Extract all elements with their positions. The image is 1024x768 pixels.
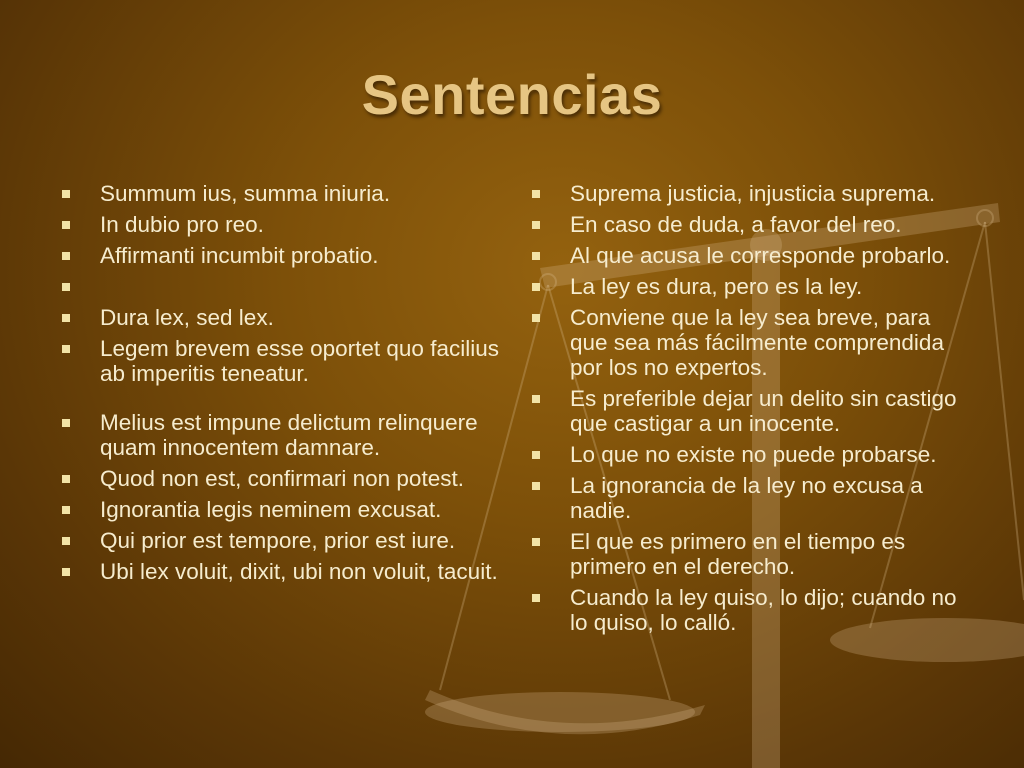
square-bullet-icon [62, 221, 70, 229]
list-item: Ubi lex voluit, dixit, ubi non voluit, tacuit. [62, 559, 500, 584]
square-bullet-icon [62, 568, 70, 576]
list-item: Lo que no existe no puede probarse. [532, 442, 972, 467]
list-item: Legem brevem esse oportet quo facilius ab imperitis teneatur. [62, 336, 500, 386]
square-bullet-icon [62, 419, 70, 427]
square-bullet-icon [532, 221, 540, 229]
square-bullet-icon [62, 283, 70, 291]
square-bullet-icon [62, 314, 70, 322]
list-item: Affirmanti incumbit probatio. [62, 243, 500, 268]
square-bullet-icon [532, 538, 540, 546]
list-item: En caso de duda, a favor del reo. [532, 212, 972, 237]
square-bullet-icon [532, 451, 540, 459]
list-item: Dura lex, sed lex. [62, 305, 500, 330]
list-item: Quod non est, confirmari non potest. [62, 466, 500, 491]
list-item: Al que acusa le corresponde probarlo. [532, 243, 972, 268]
list-item: La ley es dura, pero es la ley. [532, 274, 972, 299]
list-item: Cuando la ley quiso, lo dijo; cuando no lo quiso, lo calló. [532, 585, 972, 635]
list-item: Qui prior est tempore, prior est iure. [62, 528, 500, 553]
slide-title: Sentencias [361, 63, 663, 126]
square-bullet-icon [532, 594, 540, 602]
list-item: In dubio pro reo. [62, 212, 500, 237]
square-bullet-icon [532, 283, 540, 291]
list-item: Summum ius, summa iniuria. [62, 181, 500, 206]
spanish-translations-list [532, 181, 972, 641]
square-bullet-icon [532, 395, 540, 403]
list-item: Ignorantia legis neminem excusat. [62, 497, 500, 522]
square-bullet-icon [62, 506, 70, 514]
square-bullet-icon [532, 190, 540, 198]
list-item: Es preferible dejar un delito sin castigo que castigar a un inocente. [532, 386, 972, 436]
square-bullet-icon [62, 190, 70, 198]
square-bullet-icon [62, 475, 70, 483]
square-bullet-icon [532, 252, 540, 260]
square-bullet-icon [62, 345, 70, 353]
list-item-empty [62, 274, 500, 299]
list-item: El que es primero en el tiempo es primero en el derecho. [532, 529, 972, 579]
list-item: Melius est impune delictum relinquere quam innocentem damnare. [62, 410, 500, 460]
latin-maxims-list [62, 181, 500, 590]
square-bullet-icon [62, 537, 70, 545]
list-item: Suprema justicia, injusticia suprema. [532, 181, 972, 206]
list-item: La ignorancia de la ley no excusa a nadie. [532, 473, 972, 523]
square-bullet-icon [532, 314, 540, 322]
square-bullet-icon [62, 252, 70, 260]
list-item: Conviene que la ley sea breve, para que sea más fácilmente comprendida por los no expertos. [532, 305, 972, 380]
square-bullet-icon [532, 482, 540, 490]
